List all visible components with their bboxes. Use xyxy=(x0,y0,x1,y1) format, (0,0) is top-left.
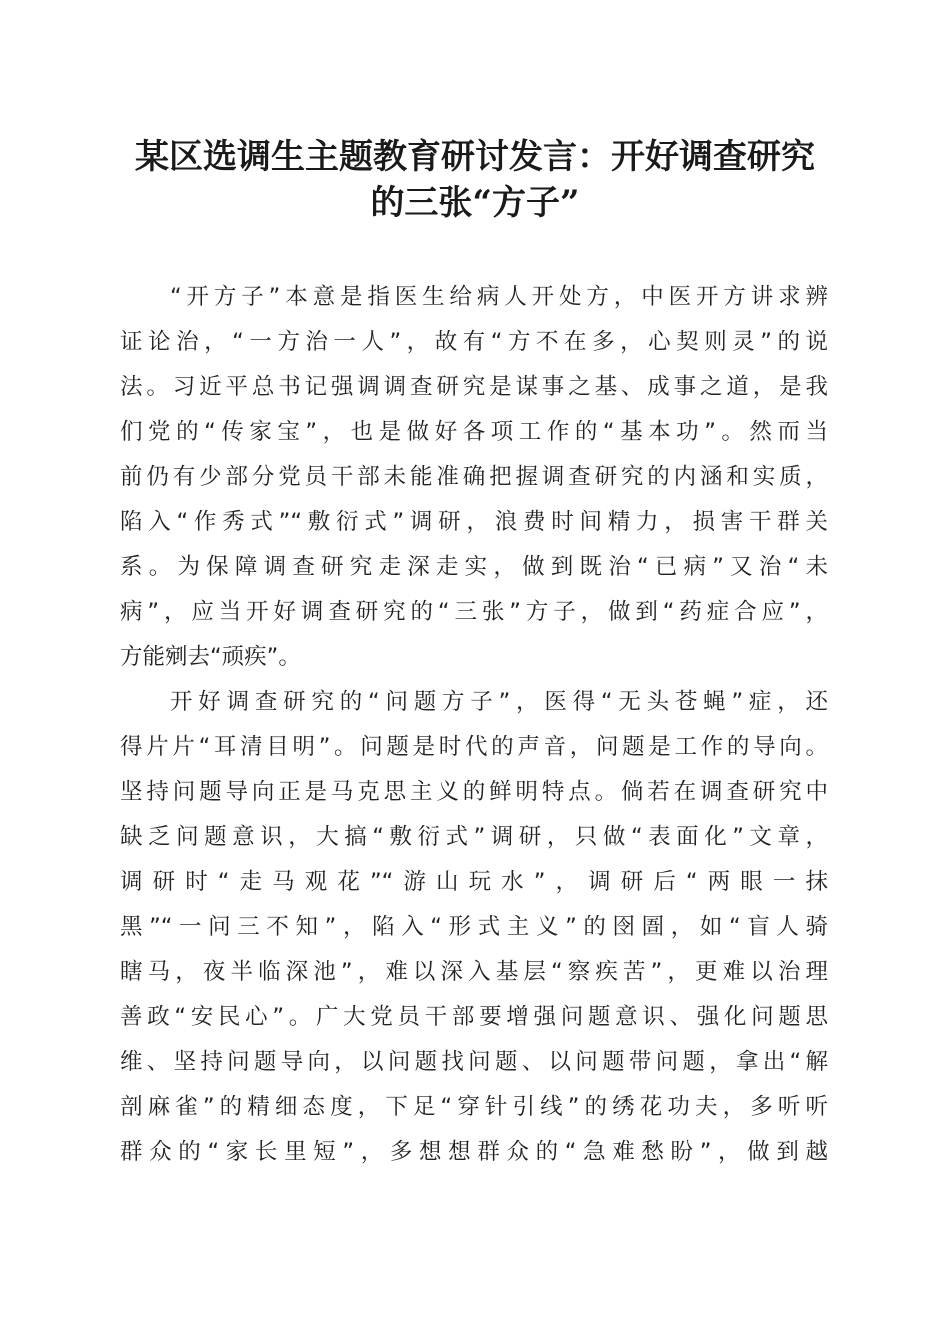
document-title-line-1: 某区选调生主题教育研讨发言：开好调查研究 xyxy=(135,137,815,177)
paragraph-2-line-8: 善政“安民心”。广大党员干部要增强问题意识、强化问题思 xyxy=(120,1004,828,1030)
paragraph-1-line-4: 们党的“传家宝”，也是做好各项工作的“基本功”。然而当 xyxy=(120,419,828,445)
paragraph-2-line-1: 开好调查研究的“问题方子”，医得“无头苍蝇”症，还 xyxy=(170,689,828,715)
paragraph-2-line-2: 得片片“耳清目明”。问题是时代的声音，问题是工作的导向。 xyxy=(120,734,828,760)
paragraph-2-line-10: 剖麻雀”的精细态度，下足“穿针引线”的绣花功夫，多听听 xyxy=(120,1094,828,1120)
paragraph-2-line-4: 缺乏问题意识，大搞“敷衍式”调研，只做“表面化”文章， xyxy=(120,824,828,850)
paragraph-1-line-8: 病”，应当开好调查研究的“三张”方子，做到“药症合应”， xyxy=(120,599,828,625)
paragraph-1-line-9: 方能剜去“顽疾”。 xyxy=(120,644,301,670)
paragraph-2-line-7: 瞎马，夜半临深池”，难以深入基层“察疾苦”，更难以治理 xyxy=(120,959,828,985)
paragraph-2-line-6: 黑”“一问三不知”，陷入“形式主义”的囹圄，如“盲人骑 xyxy=(120,914,828,940)
paragraph-2-line-5: 调研时“走马观花”“游山玩水”，调研后“两眼一抹 xyxy=(120,869,828,895)
paragraph-2-line-3: 坚持问题导向正是马克思主义的鲜明特点。倘若在调查研究中 xyxy=(120,779,828,805)
paragraph-2-line-9: 维、坚持问题导向，以问题找问题、以问题带问题，拿出“解 xyxy=(120,1049,828,1075)
paragraph-1-line-6: 陷入“作秀式”“敷衍式”调研，浪费时间精力，损害干群关 xyxy=(120,509,828,535)
paragraph-2-line-11: 群众的“家长里短”，多想想群众的“急难愁盼”，做到越 xyxy=(120,1139,828,1165)
paragraph-1-line-7: 系。为保障调查研究走深走实，做到既治“已病”又治“未 xyxy=(120,554,828,580)
document-title-line-2: 的三张“方子” xyxy=(370,183,580,223)
paragraph-1-line-3: 法。习近平总书记强调调查研究是谋事之基、成事之道，是我 xyxy=(120,374,828,400)
paragraph-1-line-5: 前仍有少部分党员干部未能准确把握调查研究的内涵和实质， xyxy=(120,464,828,490)
paragraph-1-line-1: “开方子”本意是指医生给病人开处方，中医开方讲求辨 xyxy=(170,284,828,310)
paragraph-1-line-2: 证论治，“一方治一人”，故有“方不在多，心契则灵”的说 xyxy=(120,329,828,355)
